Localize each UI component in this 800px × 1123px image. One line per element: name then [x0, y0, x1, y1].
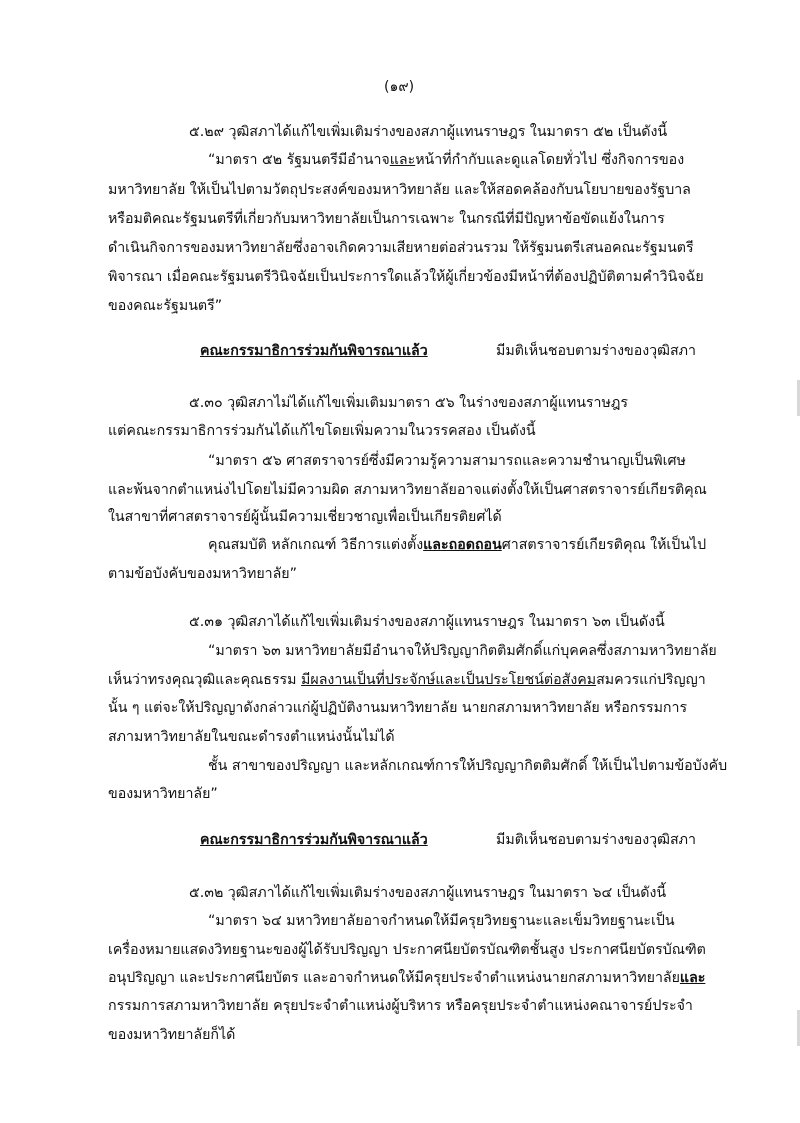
- section-5-32-heading: ๕.๓๒ วุฒิสภาได้แก้ไขเพิ่มเติมร่างของสภาผู้แทนราษฎร ในมาตรา ๖๔ เป็นดังนี้: [189, 885, 667, 901]
- section-5-29-line-3: หรือมติคณะรัฐมนตรีที่เกี่ยวกับมหาวิทยาลัยเป็นการเฉพาะ ในกรณีที่มีปัญหาข้อขัดแย้งในการ: [108, 211, 665, 227]
- committee-label: คณะกรรมาธิการร่วมกันพิจารณาแล้ว: [200, 343, 428, 359]
- underlined-insertion: และ: [389, 152, 416, 168]
- section-5-29-line-1: “มาตรา ๕๒ รัฐมนตรีมีอำนาจและหน้าที่กำกับและดูแลโดยทั่วไป ซึ่งกิจการของ: [208, 152, 685, 168]
- section-5-32-line-1: “มาตรา ๖๔ มหาวิทยาลัยอาจกำหนดให้มีครุยวิทยฐานะและเข็มวิทยฐานะเป็น: [208, 913, 675, 929]
- section-5-31-line-6: ของมหาวิทยาลัย”: [108, 786, 218, 802]
- section-5-30-line-5: ตามข้อบังคับของมหาวิทยาลัย”: [108, 566, 297, 582]
- section-5-32-line-5: ของมหาวิทยาลัยก็ได้: [108, 1027, 236, 1043]
- section-5-31-line-1: “มาตรา ๖๓ มหาวิทยาลัยมีอำนาจให้ปริญญากิตติมศักดิ์แก่บุคคลซึ่งสภามหาวิทยาลัย: [208, 643, 717, 659]
- section-5-32-line-2: เครื่องหมายแสดงวิทยฐานะของผู้ได้รับปริญญา ประกาศนียบัตรบัณฑิตชั้นสูง ประกาศนียบัตรบัณฑิต: [108, 942, 706, 958]
- section-5-31-line-2: เห็นว่าทรงคุณวุฒิและคุณธรรม มีผลงานเป็นที่ประจักษ์และเป็นประโยชน์ต่อสังคมสมควรแก่ปริญญา: [108, 672, 706, 688]
- section-5-30-heading: ๕.๓๐ วุฒิสภาไม่ได้แก้ไขเพิ่มเติมมาตรา ๕๖ ในร่างของสภาผู้แทนราษฎร: [189, 395, 628, 411]
- section-5-32-line-3: อนุปริญญา และประกาศนียบัตร และอาจกำหนดให้มีครุยประจำตำแหน่งนายกสภามหาวิทยาลัยและ: [108, 970, 706, 986]
- section-5-31-line-3: นั้น ๆ แต่จะให้ปริญญาดังกล่าวแก่ผู้ปฏิบัติงานมหาวิทยาลัย นายกสภามหาวิทยาลัย หรือกรรมการ: [108, 700, 688, 716]
- section-5-32-line-4: กรรมการสภามหาวิทยาลัย ครุยประจำตำแหน่งผู้บริหาร หรือครุยประจำตำแหน่งคณาจารย์ประจำ: [108, 998, 693, 1014]
- underlined-insertion: และ: [679, 970, 706, 986]
- section-5-30-line-2: และพ้นจากตำแหน่งไปโดยไม่มีความผิด สภามหาวิทยาลัยอาจแต่งตั้งให้เป็นศาสตราจารย์เกียรติคุณ: [108, 482, 707, 498]
- section-5-29-line-5: พิจารณา เมื่อคณะรัฐมนตรีวินิจฉัยเป็นประการใดแล้วให้ผู้เกี่ยวข้องมีหน้าที่ต้องปฏิบัติตามคำวินิจฉัย: [108, 269, 704, 285]
- section-5-29-line-2: มหาวิทยาลัย ให้เป็นไปตามวัตถุประสงค์ของมหาวิทยาลัย และให้สอดคล้องกับนโยบายของรัฐบาล: [108, 182, 691, 198]
- section-5-31-line-4: สภามหาวิทยาลัยในขณะดำรงตำแหน่งนั้นไม่ได้: [108, 729, 395, 745]
- section-5-29-heading: ๕.๒๙ วุฒิสภาได้แก้ไขเพิ่มเติมร่างของสภาผู้แทนราษฎร ในมาตรา ๕๒ เป็นดังนี้: [189, 124, 668, 140]
- section-5-31-heading: ๕.๓๑ วุฒิสภาได้แก้ไขเพิ่มเติมร่างของสภาผู้แทนราษฎร ในมาตรา ๖๓ เป็นดังนี้: [189, 614, 665, 630]
- section-5-30-line-4: คุณสมบัติ หลักเกณฑ์ วิธีการแต่งตั้งและถอดถอนศาสตราจารย์เกียรติคุณ ให้เป็นไป: [208, 537, 707, 553]
- section-5-30-line-3: ในสาขาที่ศาสตราจารย์ผู้นั้นมีความเชี่ยวชาญเพื่อเป็นเกียรติยศได้: [108, 509, 502, 525]
- section-5-31-line-5: ชั้น สาขาของปริญญา และหลักเกณฑ์การให้ปริญญากิตติมศักดิ์ ให้เป็นไปตามข้อบังคับ: [208, 758, 728, 774]
- underlined-insertion: และถอดถอน: [423, 537, 502, 553]
- committee-opinion: มีมติเห็นชอบตามร่างของวุฒิสภา: [496, 343, 696, 359]
- page-number: (๑๙): [384, 79, 415, 95]
- section-5-30-intro: แต่คณะกรรมาธิการร่วมกันได้แก้ไขโดยเพิ่มความในวรรคสอง เป็นดังนี้: [108, 423, 536, 439]
- section-5-30-line-1: “มาตรา ๕๖ ศาสตราจารย์ซึ่งมีความรู้ความสามารถและความชำนาญเป็นพิเศษ: [208, 453, 686, 469]
- committee-label: คณะกรรมาธิการร่วมกันพิจารณาแล้ว: [200, 832, 428, 848]
- section-5-29-line-6: ของคณะรัฐมนตรี”: [108, 298, 223, 314]
- underlined-insertion: มีผลงานเป็นที่ประจักษ์และเป็นประโยชน์ต่อสังคม: [301, 672, 597, 688]
- section-5-29-line-4: ดำเนินกิจการของมหาวิทยาลัยซึ่งอาจเกิดความเสียหายต่อส่วนรวม ให้รัฐมนตรีเสนอคณะรัฐมนตรี: [108, 240, 694, 256]
- committee-opinion: มีมติเห็นชอบตามร่างของวุฒิสภา: [496, 832, 696, 848]
